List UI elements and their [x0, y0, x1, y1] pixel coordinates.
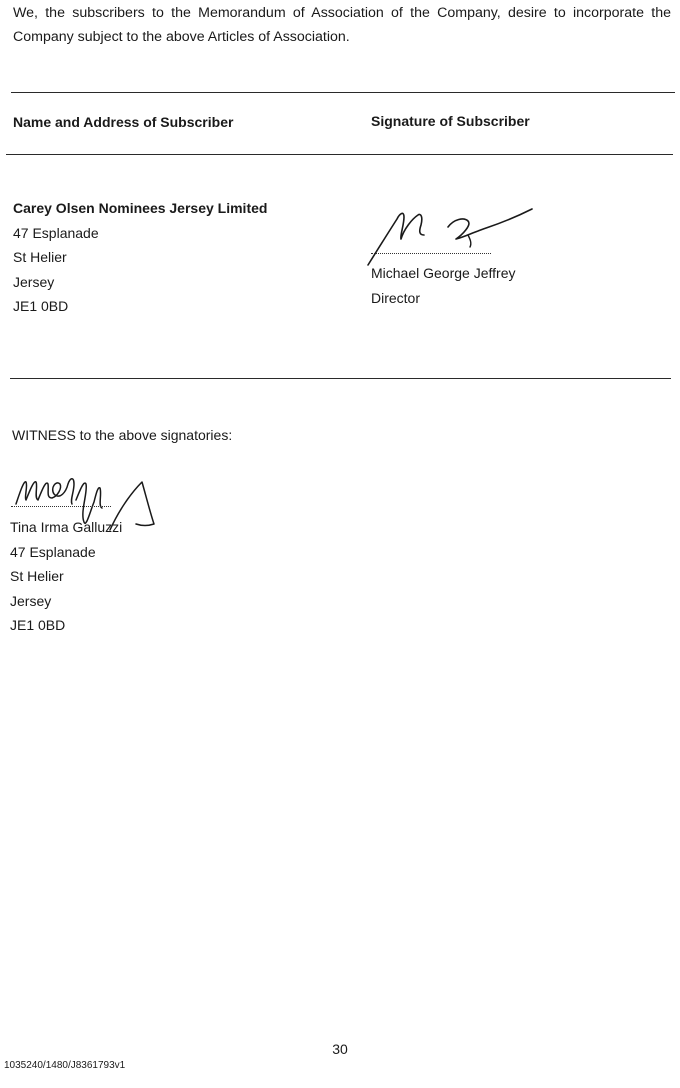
- signatory-title: Director: [371, 290, 421, 306]
- witness-address-line: 47 Esplanade: [10, 543, 96, 560]
- witness-signature-line: [11, 506, 111, 507]
- witness-block: [10, 515, 122, 638]
- divider-header: [6, 154, 673, 155]
- document-reference: 1035240/1480/J8361793v1: [4, 1060, 126, 1071]
- witness-address-line: JE1 0BD: [10, 617, 66, 633]
- witness-name: Tina Irma Galluzzi: [10, 519, 123, 535]
- director-signature-line: [371, 253, 491, 254]
- divider-bottom: [10, 378, 671, 379]
- subscriber-address-line: 47 Esplanade: [13, 224, 99, 241]
- intro-paragraph: We, the subscribers to the Memorandum of Association of the Company, desire to incorporate the Company subject to the above Articles of Association.: [13, 5, 671, 45]
- divider-top: [11, 92, 675, 93]
- subscriber-address-line: JE1 0BD: [13, 298, 69, 314]
- subscriber-name: Carey Olsen Nominees Jersey Limited: [13, 200, 268, 216]
- signatory-name: Michael George Jeffrey: [371, 265, 516, 281]
- witness-address-line: St Helier: [10, 568, 64, 584]
- name-address-header: Name and Address of Subscriber: [13, 114, 234, 130]
- director-signature: [364, 205, 539, 267]
- subscriber-block: [13, 196, 267, 319]
- subscriber-address-line: St Helier: [13, 249, 67, 265]
- witness-address-line: Jersey: [10, 592, 52, 609]
- witness-heading: WITNESS to the above signatories:: [12, 427, 233, 443]
- subscriber-address-line: Jersey: [13, 273, 55, 290]
- signature-header: Signature of Subscriber: [371, 113, 530, 129]
- page-number: 30: [332, 1041, 348, 1057]
